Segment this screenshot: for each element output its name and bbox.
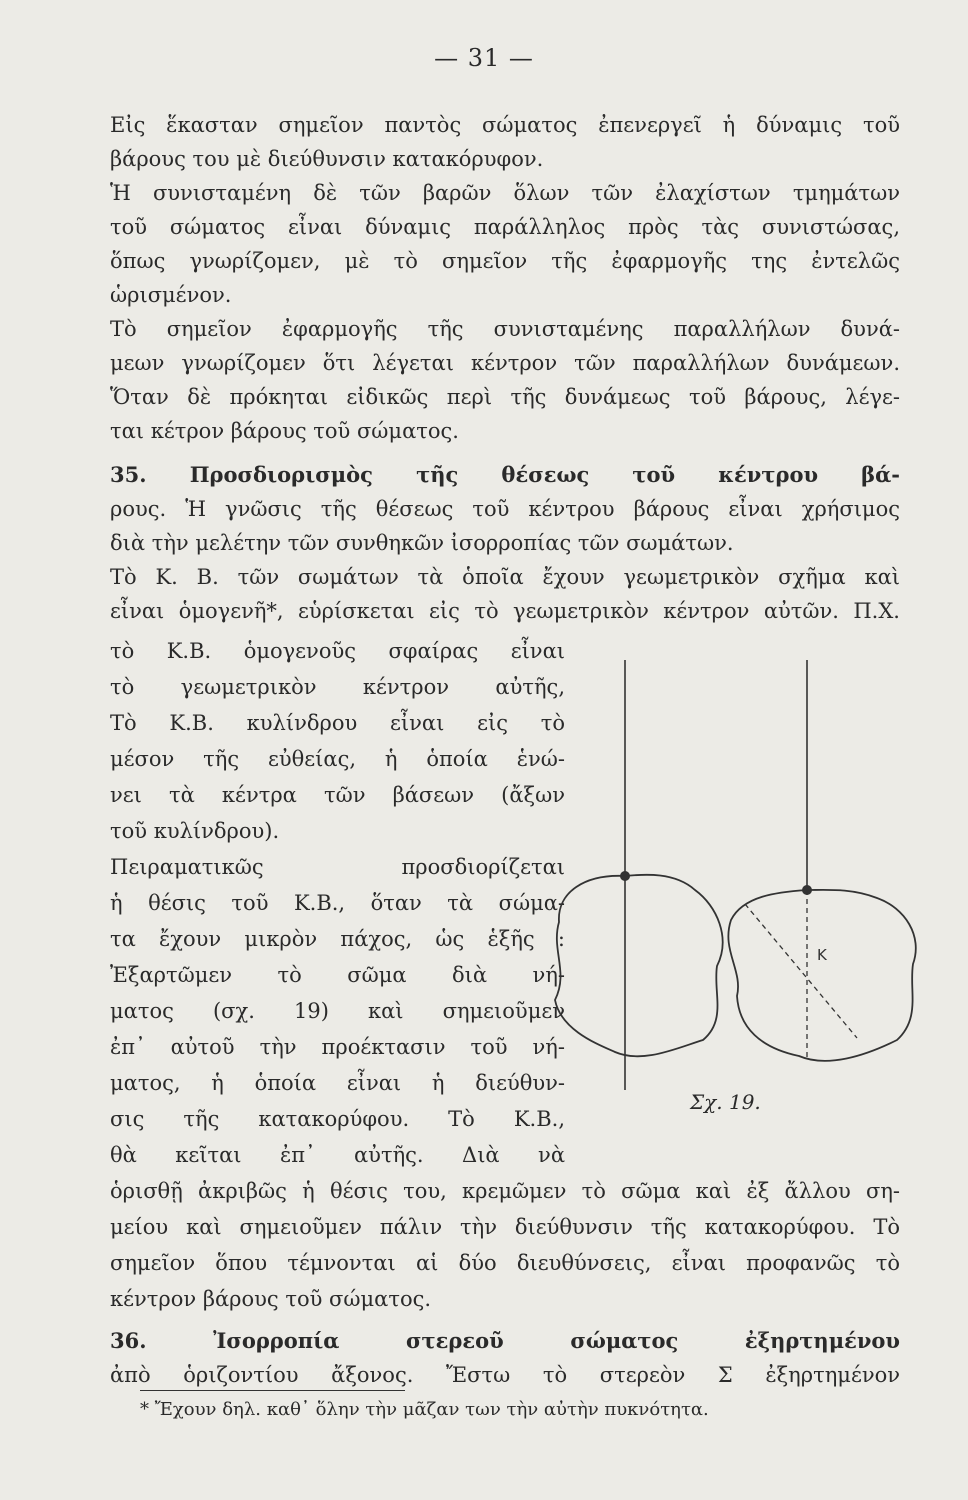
text-line: διὰ τὴν μελέτην τῶν συνθηκῶν ἰσορροπίας τῶν σωμάτων.	[110, 531, 734, 555]
text-line: κέντρον βάρους τοῦ σώματος.	[110, 1287, 432, 1311]
page-number: — 31 —	[434, 44, 534, 72]
text-line: νει τὰ κέντρα τῶν βάσεων (ἄξων	[110, 783, 565, 807]
text-line: ὅπως γνωρίζομεν, μὲ τὸ σημεῖον τῆς ἐφαρμογῆς της ἐντελῶς	[110, 249, 900, 273]
footnote-rule	[140, 1390, 405, 1391]
text-line: μείου καὶ σημειοῦμεν πάλιν τὴν διεύθυνσιν τῆς κατακορύφου. Τὸ	[110, 1215, 900, 1239]
text-line: ματος, ἡ ὁποία εἶναι ἡ διεύθυν-	[110, 1071, 565, 1095]
text-line: ρους. Ἡ γνῶσις τῆς θέσεως τοῦ κέντρου βάρους εἶναι χρήσιμος	[110, 497, 900, 521]
first-vertical-trace	[745, 904, 857, 1038]
text-line: Ὅταν δὲ πρόκηται εἰδικῶς περὶ τῆς δυνάμεως τοῦ βάρους, λέγε-	[110, 385, 900, 409]
text-line: τὸ γεωμετρικὸν κέντρον αὐτῆς,	[110, 675, 565, 699]
text-line: Πειραματικῶς προσδιορίζεται	[110, 855, 565, 879]
text-line: Ἐξαρτῶμεν τὸ σῶμα διὰ νή-	[110, 963, 565, 987]
text-line: ται κέτρον βάρους τοῦ σώματος.	[110, 419, 459, 443]
text-line: τοῦ κυλίνδρου).	[110, 819, 280, 843]
text-line: τὸ Κ.Β. ὁμογενοῦς σφαίρας εἶναι	[110, 639, 565, 663]
text-line: ἡ θέσις τοῦ Κ.Β., ὅταν τὰ σώμα-	[110, 891, 565, 915]
figure-19-drawing	[545, 660, 925, 1140]
text-line: Εἰς ἕκασταν σημεῖον παντὸς σώματος ἐπενεργεῖ ἡ δύναμις τοῦ	[110, 113, 900, 137]
footnote: * Ἔχουν δηλ. καθ᾽ ὅλην τὴν μᾶζαν των τὴν αὐτὴν πυκνότητα.	[140, 1399, 709, 1420]
text-line: ματος (σχ. 19) καὶ σημειοῦμεν	[110, 999, 565, 1023]
text-line: θὰ κεῖται ἐπ᾽ αὐτῆς. Διὰ νὰ	[110, 1143, 565, 1167]
text-line: τοῦ σώματος εἶναι δύναμις παράλληλος πρὸς τὰς συνιστώσας,	[110, 215, 900, 239]
text-line: ὁρισθῇ ἀκριβῶς ἡ θέσις του, κρεμῶμεν τὸ σῶμα καὶ ἐξ ἄλλου ση-	[110, 1179, 900, 1203]
text-line: μεων γνωρίζομεν ὅτι λέγεται κέντρον τῶν παραλλήλων δυνάμεων.	[110, 351, 900, 375]
text-line: τα ἔχουν μικρὸν πάχος, ὡς ἑξῆς :	[110, 927, 565, 951]
text-line: βάρους του μὲ διεύθυνσιν κατακόρυφον.	[110, 147, 544, 171]
text-line: μέσον τῆς εὐθείας, ἡ ὁποία ἑνώ-	[110, 747, 565, 771]
text-line: Ἡ συνισταμένη δὲ τῶν βαρῶν ὅλων τῶν ἐλαχίστων τμημάτων	[110, 181, 900, 205]
text-line: ὡρισμένον.	[110, 283, 232, 307]
text-line: ἀπὸ ὁριζοντίου ἄξονος. Ἔστω τὸ στερεὸν Σ ἐξηρτημένον	[110, 1363, 900, 1387]
text-line: Τὸ Κ.Β. κυλίνδρου εἶναι εἰς τὸ	[110, 711, 565, 735]
section-heading-35: 35. Προσδιορισμὸς τῆς θέσεως τοῦ κέντρου βά-	[110, 462, 900, 487]
text-line: σις τῆς κατακορύφου. Τὸ Κ.Β.,	[110, 1107, 565, 1131]
point-label-k: K	[817, 946, 827, 964]
suspended-body-left	[555, 875, 723, 1057]
text-line: εἶναι ὁμογενῆ*, εὑρίσκεται εἰς τὸ γεωμετρικὸν κέντρον αὐτῶν. Π.Χ.	[110, 599, 900, 623]
section-heading-36: 36. Ἰσορροπία στερεοῦ σώματος ἐξηρτημένου	[110, 1328, 900, 1353]
figure-caption: Σχ. 19.	[690, 1090, 761, 1114]
text-line: σημεῖον ὅπου τέμνονται αἱ δύο διευθύνσεις, εἶναι προφανῶς τὸ	[110, 1251, 900, 1275]
text-line: ἐπ᾽ αὐτοῦ τὴν προέκτασιν τοῦ νή-	[110, 1035, 565, 1059]
text-line: Τὸ Κ. Β. τῶν σωμάτων τὰ ὁποῖα ἔχουν γεωμετρικὸν σχῆμα καὶ	[110, 565, 900, 589]
text-line: Τὸ σημεῖον ἐφαρμογῆς τῆς συνισταμένης παραλλήλων δυνά-	[110, 317, 900, 341]
figure-19	[545, 660, 925, 1140]
suspended-body-right	[728, 890, 915, 1061]
